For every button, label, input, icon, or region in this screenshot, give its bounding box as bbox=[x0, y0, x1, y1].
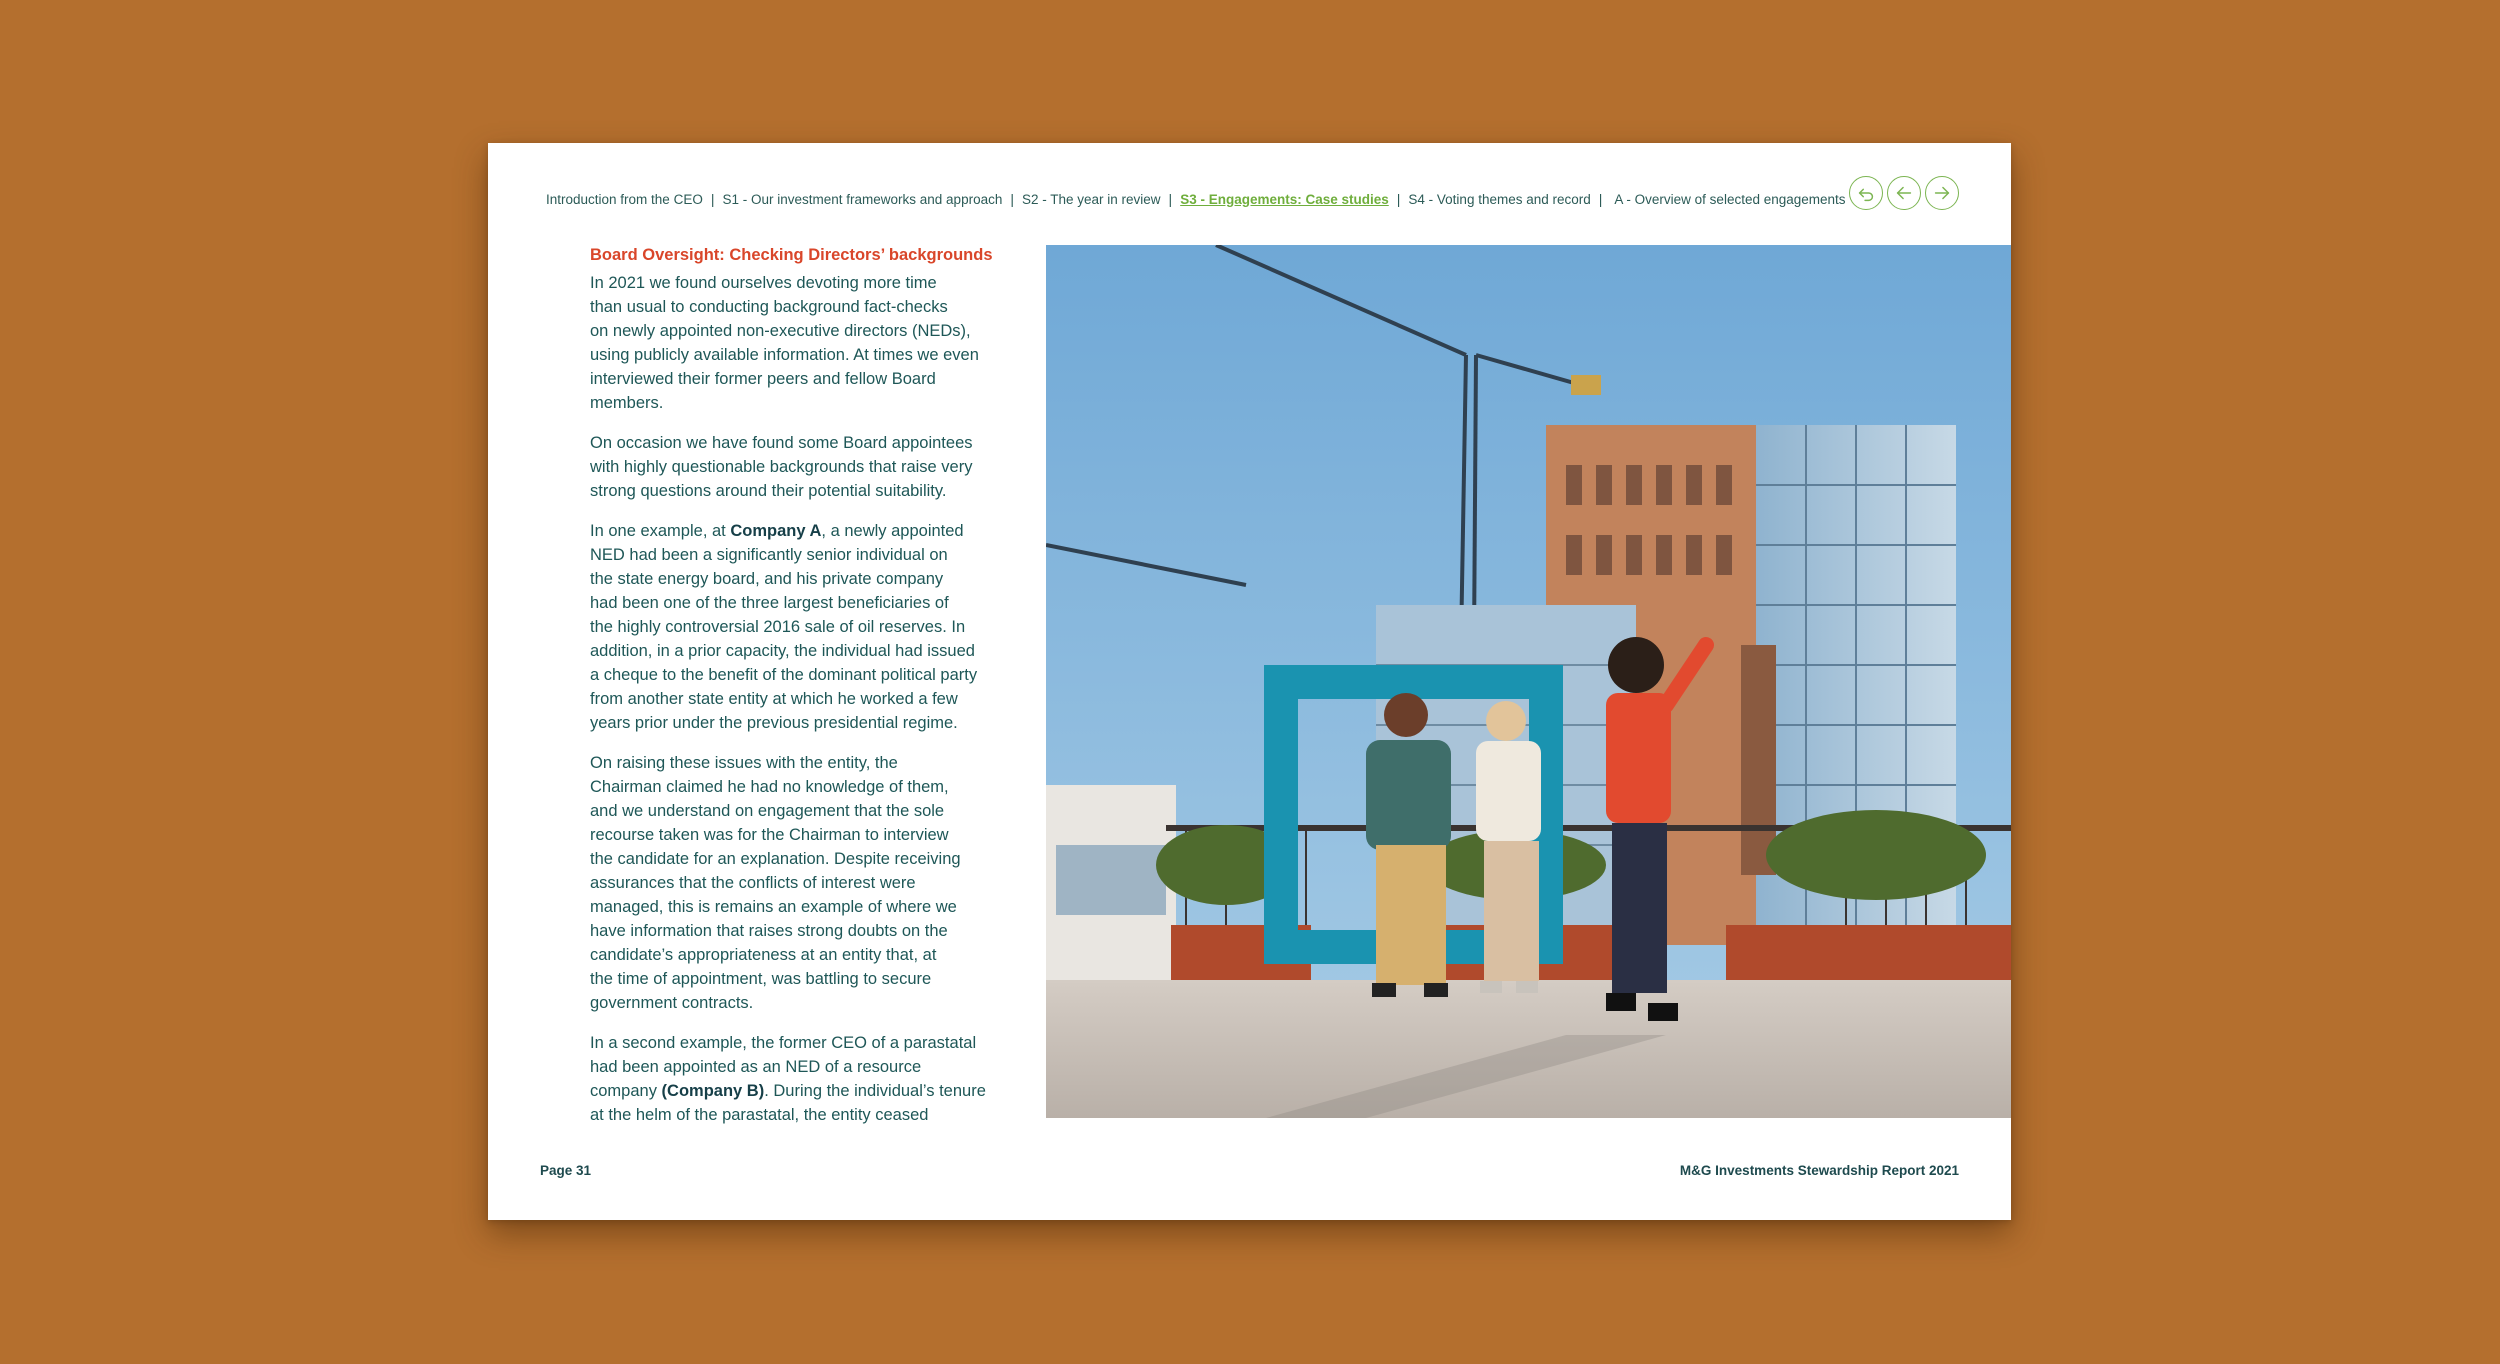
paragraph-3-text-b: , a newly appointed NED had been a significantly senior individual on the state energy board, and his private company had been one of the three largest beneficiaries of the highly controversial 2016 sale of oil reserves. In addition, in a prior capacity, the individual had issued a cheque to the benefit of the dominant political party from another state entity at which he worked a few years prior under the previous presidential regime. bbox=[590, 522, 978, 732]
nav-separator: | bbox=[710, 191, 715, 207]
paragraph-5 bbox=[590, 1031, 1010, 1127]
nav-item-s2[interactable]: S2 - The year in review bbox=[1021, 191, 1161, 207]
previous-page-button[interactable] bbox=[1887, 176, 1921, 210]
report-title: M&G Investments Stewardship Report 2021 bbox=[1679, 1163, 1959, 1178]
paragraph-3-text-a: In one example, at bbox=[590, 522, 731, 540]
paragraph-4: On raising these issues with the entity, the Chairman claimed he had no knowledge of them, and we understand on engagement that the sole recourse taken was for the Chairman to interview the candidate for an explanation. Despite receiving assurances that the conflicts of interest were managed, this is remains an example of where we have information that raises strong doubts on the candidate’s appropriateness at an entity that, at the time of appointment, was battling to secure government contracts. bbox=[590, 754, 961, 1012]
page-nav-buttons bbox=[1849, 176, 1959, 210]
page-number: Page 31 bbox=[540, 1163, 592, 1178]
nav-separator: | bbox=[1168, 191, 1173, 207]
paragraph-5-text-a: In a second example, the former CEO of a parastatal had been appointed as an NED of a resource company bbox=[590, 1034, 977, 1100]
paragraph-3 bbox=[590, 519, 1010, 735]
company-a-label: Company A bbox=[730, 522, 822, 540]
company-b-label: (Company B) bbox=[661, 1082, 765, 1100]
nav-separator: | bbox=[1598, 191, 1603, 207]
return-button[interactable] bbox=[1849, 176, 1883, 210]
section-heading: Board Oversight: Checking Directors’ backgrounds bbox=[590, 246, 993, 264]
arrow-right-icon bbox=[1931, 182, 1953, 204]
article-body bbox=[590, 243, 1010, 1143]
nav-item-appendix[interactable]: A - Overview of selected engagements bbox=[1614, 191, 1846, 207]
nav-item-introduction[interactable]: Introduction from the CEO bbox=[546, 191, 703, 207]
nav-item-s4[interactable]: S4 - Voting themes and record bbox=[1408, 191, 1591, 207]
paragraph-1: In 2021 we found ourselves devoting more time than usual to conducting background fact-checks on newly appointed non-executive directors (NEDs), using publicly available information. At times we even interviewed their former peers and fellow Board members. bbox=[590, 274, 979, 412]
report-page bbox=[488, 143, 2011, 1220]
section-navigation bbox=[546, 187, 1846, 211]
next-page-button[interactable] bbox=[1925, 176, 1959, 210]
nav-separator: | bbox=[1396, 191, 1401, 207]
nav-item-s1[interactable]: S1 - Our investment frameworks and approach bbox=[722, 191, 1003, 207]
arrow-left-icon bbox=[1893, 182, 1915, 204]
paragraph-5-text-b: . During the individual’s tenure at the helm of the parastatal, the entity ceased bbox=[590, 1082, 986, 1124]
paragraph-2: On occasion we have found some Board appointees with highly questionable backgrounds that raise very strong questions around their potential suitability. bbox=[590, 434, 973, 500]
rooftop-photo bbox=[1046, 245, 2011, 1118]
nav-separator: | bbox=[1010, 191, 1014, 207]
return-icon bbox=[1855, 182, 1877, 204]
nav-item-s3[interactable]: S3 - Engagements: Case studies bbox=[1180, 191, 1389, 207]
